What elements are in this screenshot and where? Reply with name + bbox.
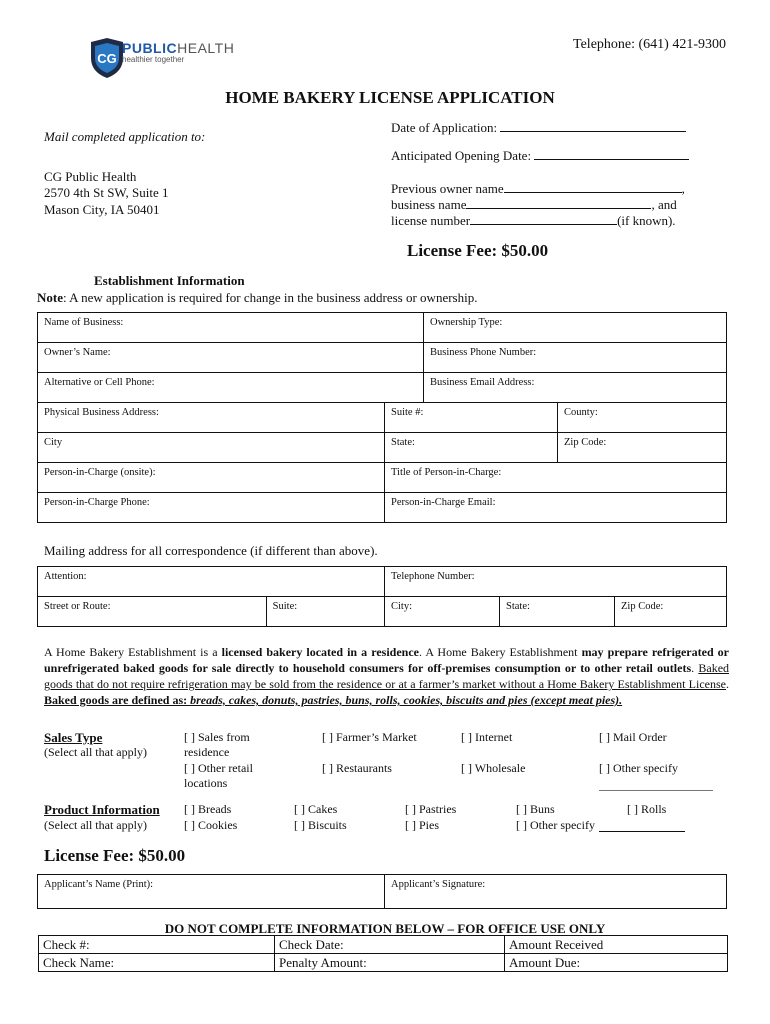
owners-name-cell[interactable]: Owner’s Name: [38, 343, 424, 373]
opening-date-line[interactable] [534, 147, 689, 160]
suite-cell[interactable]: Suite #: [385, 403, 558, 433]
mailing-zip-cell[interactable]: Zip Code: [615, 597, 727, 627]
pic-title-cell[interactable]: Title of Person-in-Charge: [385, 463, 727, 493]
amount-due-cell: Amount Due: [505, 954, 728, 972]
product-cakes-checkbox[interactable]: [ ] Cakes [294, 802, 338, 816]
product-buns-checkbox[interactable]: [ ] Buns [516, 802, 555, 816]
sales-other-specify-line[interactable] [599, 790, 713, 791]
product-cookies-checkbox[interactable]: [ ] Cookies [184, 818, 238, 832]
amount-received-cell: Amount Received [505, 936, 728, 954]
mail-to-line2: 2570 4th St SW, Suite 1 [44, 185, 169, 200]
applicant-table [37, 874, 727, 909]
applicant-name-cell[interactable]: Applicant’s Name (Print): [38, 875, 385, 909]
definition-paragraph: A Home Bakery Establishment is a licensed bakery located in a residence. A Home Bakery Establishment may prepare refrigerated or unrefrigerated baked goods for sale directly to household consumers for off-premises consumption or to other retail outlets. Baked goods that do not require refrigeration may be sold from the residence or at a farmer’s market without a Home Bakery Establishment License. Baked goods are defined as: breads, cakes, donuts, pastries, buns, rolls, cookies, biscuits and pies (except meat pies). [44, 645, 730, 707]
city-cell[interactable]: City [38, 433, 385, 463]
sales-wholesale-checkbox[interactable]: [ ] Wholesale [461, 761, 526, 775]
mailing-state-cell[interactable]: State: [500, 597, 615, 627]
logo-mark-text: CG [97, 51, 117, 66]
sales-internet-checkbox[interactable]: [ ] Internet [461, 730, 513, 744]
physical-address-cell[interactable]: Physical Business Address: [38, 403, 385, 433]
check-number-cell: Check #: [39, 936, 275, 954]
product-biscuits-checkbox[interactable]: [ ] Biscuits [294, 818, 347, 832]
street-cell[interactable]: Street or Route: [38, 597, 267, 627]
logo-wordmark: PUBLICHEALTH [122, 40, 235, 56]
pic-email-cell[interactable]: Person-in-Charge Email: [385, 493, 727, 523]
mail-to-line1: CG Public Health [44, 169, 137, 184]
opening-date-field[interactable] [391, 147, 689, 164]
comma: , [681, 181, 685, 196]
business-email-cell[interactable]: Business Email Address: [424, 373, 727, 403]
establishment-title: Establishment Information [94, 273, 245, 288]
page-title: HOME BAKERY LICENSE APPLICATION [225, 88, 555, 107]
date-of-application-line[interactable] [500, 119, 686, 132]
check-name-cell: Check Name: [39, 954, 275, 972]
previous-owner-line[interactable] [504, 180, 682, 193]
state-cell[interactable]: State: [385, 433, 558, 463]
establishment-note: Note: A new application is required for change in the business address or ownership. [37, 290, 478, 305]
mail-to-line3: Mason City, IA 50401 [44, 202, 160, 217]
sales-other-retail-checkbox[interactable]: [ ] Other retail locations [184, 761, 253, 790]
mailing-title: Mailing address for all correspondence (if different than above). [44, 543, 378, 558]
previous-owner-label: Previous owner name [391, 181, 504, 196]
office-use-heading: DO NOT COMPLETE INFORMATION BELOW – FOR OFFICE USE ONLY [164, 921, 606, 936]
mailing-table [37, 566, 727, 627]
county-cell[interactable]: County: [558, 403, 727, 433]
applicant-signature-cell[interactable]: Applicant’s Signature: [385, 875, 727, 909]
office-use-table [38, 935, 728, 972]
license-number-label: license number [391, 213, 471, 228]
business-name-field[interactable] [391, 196, 677, 213]
mailing-suite-cell[interactable]: Suite: [266, 597, 384, 627]
establishment-table-1 [37, 312, 727, 403]
sales-restaurants-checkbox[interactable]: [ ] Restaurants [322, 761, 392, 775]
sales-type-sub: (Select all that apply) [44, 745, 147, 759]
product-info-sub: (Select all that apply) [44, 818, 147, 832]
business-name-label: business name [391, 197, 467, 212]
sales-type-heading: Sales Type [44, 730, 103, 745]
logo-tagline: healthier together [122, 55, 185, 64]
business-name-line[interactable] [466, 196, 651, 209]
date-of-application-label: Date of Application: [391, 120, 498, 135]
business-phone-cell[interactable]: Business Phone Number: [424, 343, 727, 373]
header-telephone: Telephone: (641) 421-9300 [573, 37, 726, 52]
mailing-city-cell[interactable]: City: [385, 597, 500, 627]
check-date-cell: Check Date: [275, 936, 505, 954]
alt-phone-cell[interactable]: Alternative or Cell Phone: [38, 373, 424, 403]
and-text: , and [651, 197, 677, 212]
product-other-specify-checkbox[interactable]: [ ] Other specify [516, 818, 595, 832]
sales-other-specify-checkbox[interactable]: [ ] Other specify [599, 761, 678, 775]
license-fee-bottom: License Fee: $50.00 [44, 846, 186, 865]
license-fee-top: License Fee: $50.00 [407, 241, 549, 260]
license-number-field[interactable] [391, 212, 676, 229]
ownership-type-cell[interactable]: Ownership Type: [424, 313, 727, 343]
establishment-table-2 [37, 402, 727, 523]
sales-residence-checkbox[interactable]: [ ] Sales from residence [184, 730, 250, 759]
pic-onsite-cell[interactable]: Person-in-Charge (onsite): [38, 463, 385, 493]
license-number-line[interactable] [470, 212, 617, 225]
pic-phone-cell[interactable]: Person-in-Charge Phone: [38, 493, 385, 523]
name-of-business-cell[interactable]: Name of Business: [38, 313, 424, 343]
attention-cell[interactable]: Attention: [38, 567, 385, 597]
mailing-telephone-cell[interactable]: Telephone Number: [385, 567, 727, 597]
if-known-text: (if known). [617, 213, 676, 228]
sales-farmers-market-checkbox[interactable]: [ ] Farmer’s Market [322, 730, 417, 744]
product-other-specify-line[interactable] [599, 831, 685, 832]
sales-mail-order-checkbox[interactable]: [ ] Mail Order [599, 730, 667, 744]
date-of-application-field[interactable] [391, 119, 686, 136]
product-pastries-checkbox[interactable]: [ ] Pastries [405, 802, 457, 816]
product-rolls-checkbox[interactable]: [ ] Rolls [627, 802, 667, 816]
product-breads-checkbox[interactable]: [ ] Breads [184, 802, 232, 816]
previous-owner-field[interactable] [391, 180, 685, 197]
penalty-amount-cell: Penalty Amount: [275, 954, 505, 972]
zip-cell[interactable]: Zip Code: [558, 433, 727, 463]
product-pies-checkbox[interactable]: [ ] Pies [405, 818, 439, 832]
opening-date-label: Anticipated Opening Date: [391, 148, 532, 163]
mail-to-label: Mail completed application to: [44, 129, 206, 144]
product-info-heading: Product Information [44, 802, 160, 817]
